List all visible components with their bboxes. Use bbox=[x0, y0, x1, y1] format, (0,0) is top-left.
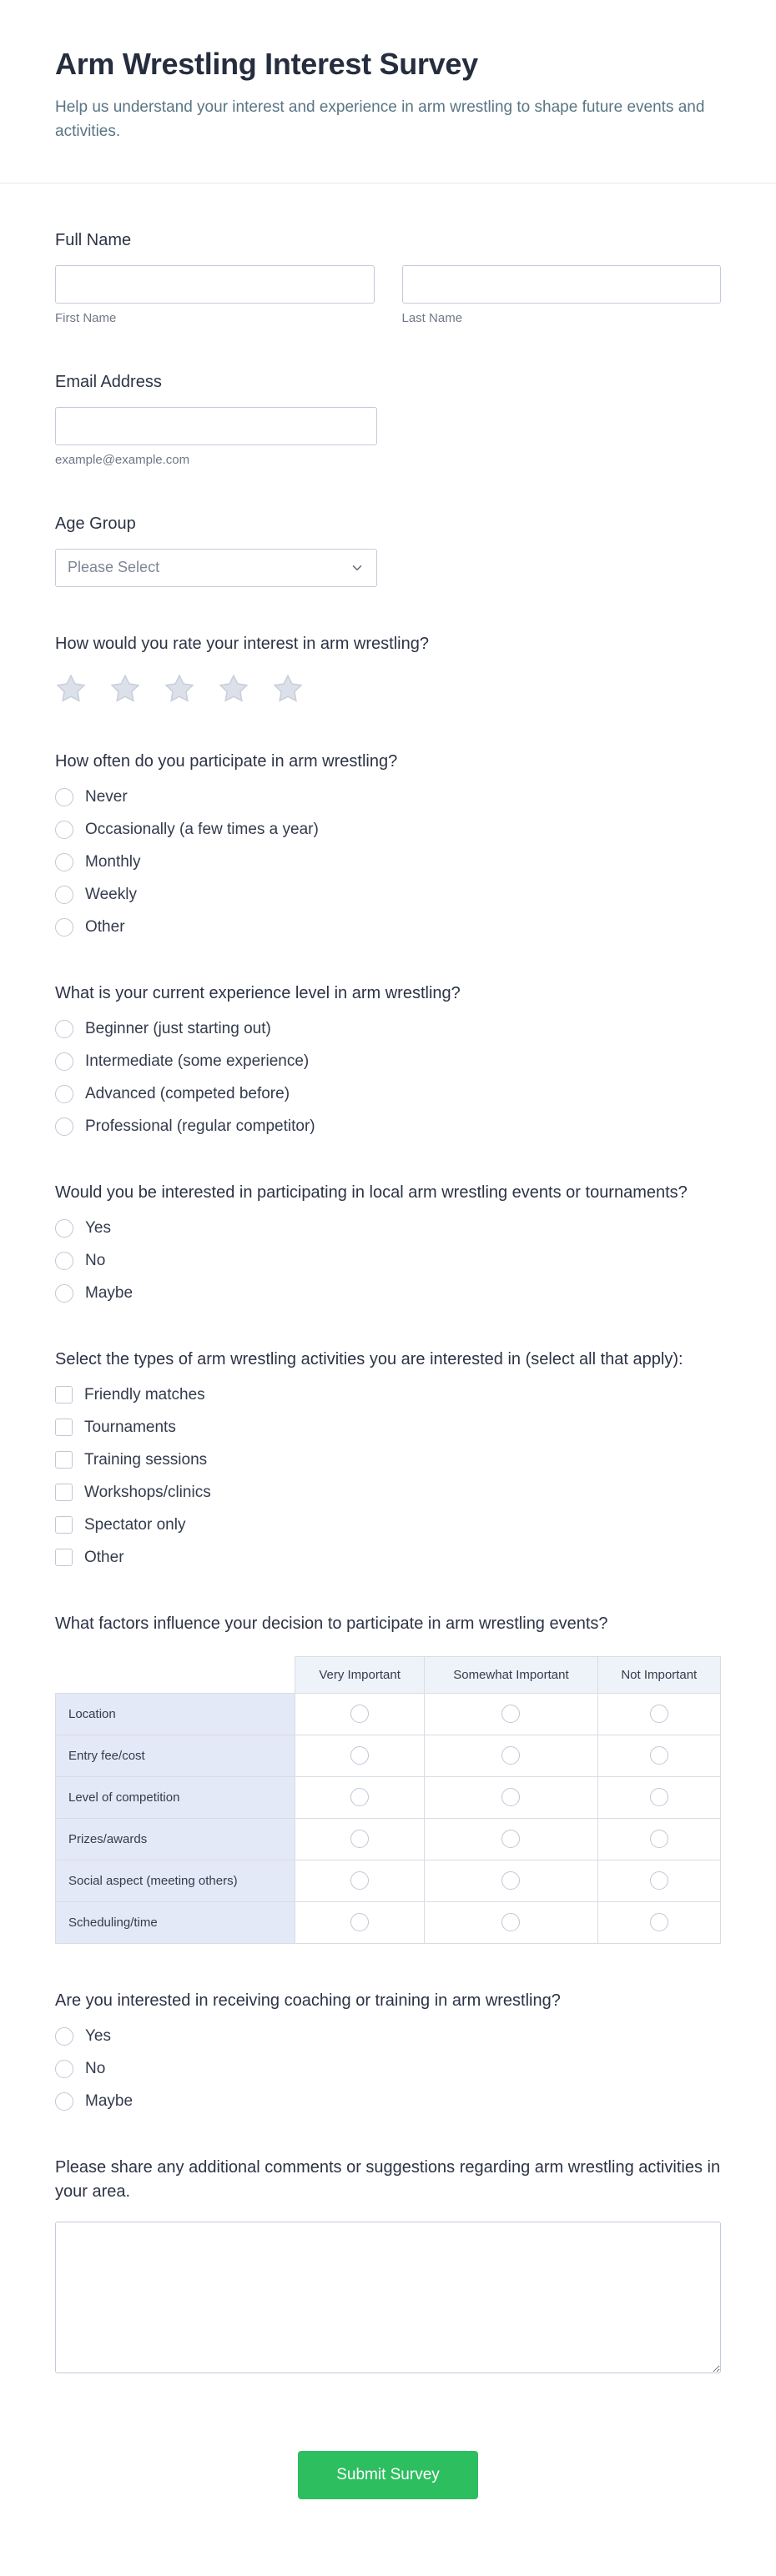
checkbox-input[interactable] bbox=[55, 1516, 73, 1534]
question-interest-rating bbox=[55, 632, 721, 705]
last-name-input[interactable] bbox=[402, 265, 722, 304]
first-name-col bbox=[55, 265, 375, 325]
matrix-cell[interactable] bbox=[295, 1776, 424, 1818]
radio-input[interactable] bbox=[55, 1219, 73, 1238]
option-label: No bbox=[85, 2059, 106, 2077]
matrix-radio-input[interactable] bbox=[501, 1705, 520, 1723]
matrix-radio-input[interactable] bbox=[650, 1788, 668, 1806]
radio-input[interactable] bbox=[55, 821, 73, 839]
question-label: Please share any additional comments or suggestions regarding arm wrestling activities in your area. bbox=[55, 2157, 721, 2201]
radio-option[interactable] bbox=[55, 1052, 721, 1071]
matrix-cell[interactable] bbox=[597, 1776, 720, 1818]
matrix-cell[interactable] bbox=[425, 1693, 597, 1735]
radio-option[interactable] bbox=[55, 918, 721, 936]
radio-input[interactable] bbox=[55, 853, 73, 871]
option-label: Tournaments bbox=[84, 1418, 176, 1436]
star-icon[interactable] bbox=[109, 673, 141, 705]
matrix-column-header: Very Important bbox=[295, 1656, 424, 1693]
matrix-cell[interactable] bbox=[295, 1693, 424, 1735]
question-full-name bbox=[55, 228, 721, 325]
matrix-cell[interactable] bbox=[597, 1860, 720, 1901]
question-label: Age Group bbox=[55, 514, 136, 533]
question-age-group bbox=[55, 512, 721, 587]
checkbox-input[interactable] bbox=[55, 1549, 73, 1566]
last-name-col bbox=[402, 265, 722, 325]
option-label: Maybe bbox=[85, 1283, 134, 1302]
radio-option[interactable] bbox=[55, 788, 721, 806]
matrix-row-label: Location bbox=[56, 1693, 295, 1735]
form-subtitle: Help us understand your interest and experience in arm wrestling to shape future events and activities. bbox=[55, 98, 705, 141]
option-label: Advanced (competed before) bbox=[85, 1084, 290, 1102]
radio-input[interactable] bbox=[55, 1085, 73, 1103]
radio-input[interactable] bbox=[55, 918, 73, 936]
option-label: Spectator only bbox=[84, 1515, 186, 1534]
option-label: Occasionally (a few times a year) bbox=[85, 820, 319, 838]
matrix-cell[interactable] bbox=[425, 1818, 597, 1860]
question-comments bbox=[55, 2156, 721, 2378]
matrix-row bbox=[56, 1860, 721, 1901]
question-experience bbox=[55, 982, 721, 1136]
star-icon[interactable] bbox=[272, 673, 304, 705]
matrix-radio-input[interactable] bbox=[501, 1913, 520, 1931]
matrix-cell[interactable] bbox=[597, 1901, 720, 1943]
matrix-cell[interactable] bbox=[597, 1693, 720, 1735]
radio-option[interactable] bbox=[55, 1117, 721, 1136]
matrix-column-header: Somewhat Important bbox=[425, 1656, 597, 1693]
chevron-down-icon bbox=[350, 560, 365, 575]
matrix-row-label: Prizes/awards bbox=[56, 1818, 295, 1860]
option-label: Other bbox=[84, 1548, 124, 1566]
matrix-radio-input[interactable] bbox=[501, 1788, 520, 1806]
option-label: No bbox=[85, 1251, 106, 1269]
radio-option[interactable] bbox=[55, 853, 721, 871]
radio-input[interactable] bbox=[55, 886, 73, 904]
radio-option[interactable] bbox=[55, 821, 721, 839]
checkbox-option[interactable] bbox=[55, 1386, 721, 1404]
matrix-radio-input[interactable] bbox=[650, 1830, 668, 1848]
matrix-radio-input[interactable] bbox=[350, 1705, 369, 1723]
matrix-row-label: Level of competition bbox=[56, 1776, 295, 1818]
email-input[interactable] bbox=[55, 407, 377, 445]
checkbox-option[interactable] bbox=[55, 1549, 721, 1567]
matrix-radio-input[interactable] bbox=[650, 1913, 668, 1931]
matrix-cell[interactable] bbox=[295, 1860, 424, 1901]
radio-option[interactable] bbox=[55, 2027, 721, 2046]
checkbox-input[interactable] bbox=[55, 1419, 73, 1436]
matrix-cell[interactable] bbox=[295, 1735, 424, 1776]
matrix-row bbox=[56, 1693, 721, 1735]
question-factors-matrix bbox=[55, 1612, 721, 1944]
radio-input[interactable] bbox=[55, 2060, 73, 2078]
matrix-column-header: Not Important bbox=[597, 1656, 720, 1693]
age-group-select[interactable] bbox=[55, 549, 377, 587]
question-activities bbox=[55, 1348, 721, 1567]
matrix-cell[interactable] bbox=[295, 1818, 424, 1860]
select-placeholder: Please Select bbox=[68, 559, 160, 576]
question-email bbox=[55, 370, 721, 467]
question-label: What is your current experience level in arm wrestling? bbox=[55, 983, 461, 1002]
radio-option[interactable] bbox=[55, 1252, 721, 1270]
matrix-row bbox=[56, 1776, 721, 1818]
checkbox-option[interactable] bbox=[55, 1419, 721, 1437]
radio-input[interactable] bbox=[55, 788, 73, 806]
matrix-radio-input[interactable] bbox=[350, 1871, 369, 1890]
radio-option[interactable] bbox=[55, 1020, 721, 1038]
radio-input[interactable] bbox=[55, 2092, 73, 2111]
option-label: Maybe bbox=[85, 2091, 134, 2110]
radio-input[interactable] bbox=[55, 1020, 73, 1038]
radio-option[interactable] bbox=[55, 1284, 721, 1303]
checkbox-option[interactable] bbox=[55, 1451, 721, 1469]
radio-input[interactable] bbox=[55, 1284, 73, 1303]
star-icon[interactable] bbox=[218, 673, 249, 705]
matrix-cell[interactable] bbox=[597, 1818, 720, 1860]
question-label: What factors influence your decision to participate in arm wrestling events? bbox=[55, 1614, 608, 1633]
option-label: Yes bbox=[85, 1218, 111, 1237]
option-label: Never bbox=[85, 787, 128, 806]
question-label: Are you interested in receiving coaching or training in arm wrestling? bbox=[55, 1991, 561, 2010]
last-name-sublabel: Last Name bbox=[401, 310, 463, 325]
checkbox-input[interactable] bbox=[55, 1451, 73, 1469]
matrix-cell[interactable] bbox=[425, 1776, 597, 1818]
matrix-row-label: Entry fee/cost bbox=[56, 1735, 295, 1776]
matrix-row bbox=[56, 1901, 721, 1943]
option-label: Workshops/clinics bbox=[84, 1483, 211, 1501]
radio-input[interactable] bbox=[55, 1117, 73, 1136]
option-label: Monthly bbox=[85, 852, 141, 871]
option-label: Training sessions bbox=[84, 1450, 208, 1469]
question-label: How often do you participate in arm wrestling? bbox=[55, 751, 398, 771]
option-label: Beginner (just starting out) bbox=[85, 1019, 271, 1037]
first-name-input[interactable] bbox=[55, 265, 375, 304]
checkbox-option[interactable] bbox=[55, 1484, 721, 1502]
option-label: Weekly bbox=[85, 885, 137, 903]
star-icon[interactable] bbox=[164, 673, 195, 705]
submit-row bbox=[55, 2451, 721, 2536]
form-title: Arm Wrestling Interest Survey bbox=[55, 47, 478, 81]
submit-button[interactable]: Submit Survey bbox=[298, 2451, 478, 2499]
question-label: Email Address bbox=[55, 372, 162, 391]
radio-input[interactable] bbox=[55, 1252, 73, 1270]
checkbox-input[interactable] bbox=[55, 1386, 73, 1403]
factors-matrix-table bbox=[55, 1656, 721, 1944]
star-icon[interactable] bbox=[55, 673, 87, 705]
question-label: How would you rate your interest in arm wrestling? bbox=[55, 634, 429, 653]
radio-option[interactable] bbox=[55, 1219, 721, 1238]
name-row bbox=[55, 265, 721, 325]
matrix-row-label: Scheduling/time bbox=[56, 1901, 295, 1943]
question-label: Would you be interested in participating in local arm wrestling events or tournaments? bbox=[55, 1183, 688, 1202]
question-label: Select the types of arm wrestling activities you are interested in (select all that apply): bbox=[55, 1349, 683, 1368]
matrix-cell[interactable] bbox=[425, 1735, 597, 1776]
checkbox-input[interactable] bbox=[55, 1484, 73, 1501]
matrix-radio-input[interactable] bbox=[650, 1746, 668, 1765]
radio-input[interactable] bbox=[55, 2027, 73, 2046]
option-label: Intermediate (some experience) bbox=[85, 1052, 310, 1070]
question-participation bbox=[55, 750, 721, 936]
matrix-radio-input[interactable] bbox=[501, 1746, 520, 1765]
matrix-cell[interactable] bbox=[425, 1901, 597, 1943]
radio-input[interactable] bbox=[55, 1052, 73, 1071]
matrix-cell[interactable] bbox=[295, 1901, 424, 1943]
option-label: Professional (regular competitor) bbox=[85, 1117, 315, 1135]
matrix-radio-input[interactable] bbox=[650, 1871, 668, 1890]
matrix-row bbox=[56, 1735, 721, 1776]
form-body bbox=[0, 228, 776, 2576]
question-coaching bbox=[55, 1989, 721, 2111]
option-label: Friendly matches bbox=[84, 1385, 205, 1403]
matrix-radio-input[interactable] bbox=[350, 1830, 369, 1848]
matrix-cell[interactable] bbox=[425, 1860, 597, 1901]
star-rating bbox=[55, 673, 721, 705]
radio-option[interactable] bbox=[55, 886, 721, 904]
option-label: Other bbox=[85, 917, 125, 936]
matrix-radio-input[interactable] bbox=[501, 1871, 520, 1890]
matrix-radio-input[interactable] bbox=[650, 1705, 668, 1723]
radio-option[interactable] bbox=[55, 2060, 721, 2078]
form-header bbox=[0, 0, 776, 144]
question-local-events bbox=[55, 1181, 721, 1303]
matrix-row-label: Social aspect (meeting others) bbox=[56, 1860, 295, 1901]
matrix-radio-input[interactable] bbox=[501, 1830, 520, 1848]
comments-textarea[interactable] bbox=[55, 2222, 721, 2373]
checkbox-option[interactable] bbox=[55, 1516, 721, 1534]
option-label: Yes bbox=[85, 2026, 111, 2045]
email-sublabel: example@example.com bbox=[55, 452, 190, 467]
first-name-sublabel: First Name bbox=[55, 310, 117, 325]
question-label: Full Name bbox=[55, 230, 132, 249]
matrix-row bbox=[56, 1818, 721, 1860]
radio-option[interactable] bbox=[55, 2092, 721, 2111]
matrix-radio-input[interactable] bbox=[350, 1746, 369, 1765]
radio-option[interactable] bbox=[55, 1085, 721, 1103]
matrix-corner-cell bbox=[56, 1656, 295, 1693]
email-col bbox=[55, 407, 377, 467]
matrix-radio-input[interactable] bbox=[350, 1913, 369, 1931]
matrix-cell[interactable] bbox=[597, 1735, 720, 1776]
matrix-radio-input[interactable] bbox=[350, 1788, 369, 1806]
